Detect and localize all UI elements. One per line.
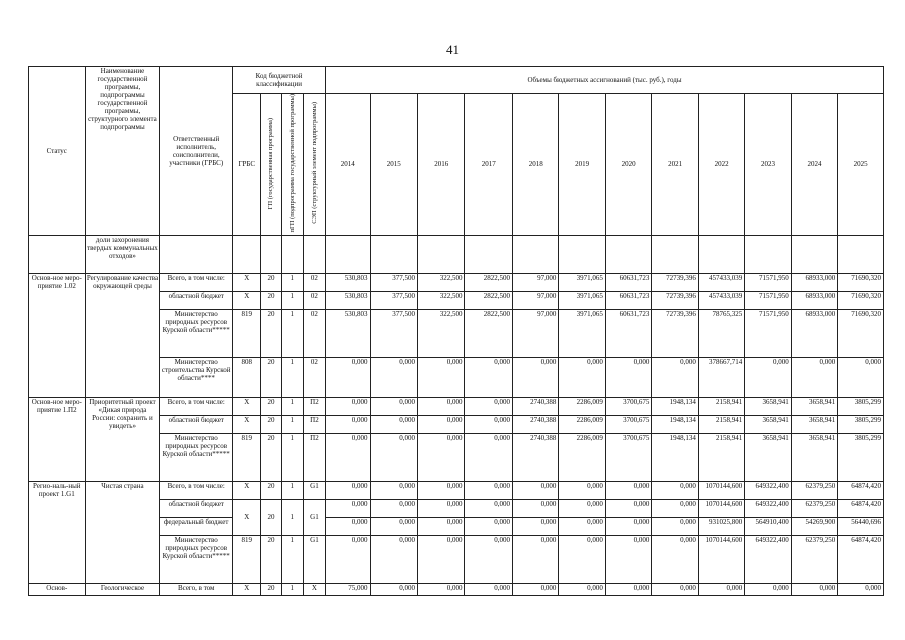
cell-value: 0,000 (652, 583, 698, 595)
cell-value: 0,000 (605, 517, 651, 535)
cell-value: 0,000 (512, 535, 558, 583)
cell-value: 0,000 (652, 535, 698, 583)
cell-pgp: 1 (281, 357, 303, 397)
cell-value: 0,000 (370, 535, 417, 583)
cell-value: 2158,941 (698, 397, 744, 415)
cell-value: 377,500 (370, 309, 417, 357)
cell-value: 3700,675 (605, 433, 651, 481)
cell-value: 0,000 (326, 517, 370, 535)
cell-pgp: 1 (281, 291, 303, 309)
cell-pgp: 1 (281, 499, 303, 535)
cell-grbs: X (233, 415, 261, 433)
cell-responsible: областной бюджет (160, 499, 233, 517)
cell-value (605, 235, 651, 273)
cell-value: 0,000 (512, 499, 558, 517)
cell-value: 3971,065 (559, 291, 605, 309)
cell-value: 3658,941 (745, 397, 791, 415)
cell-value: 0,000 (465, 357, 512, 397)
cell-grbs: 819 (233, 535, 261, 583)
cell-value: 0,000 (465, 517, 512, 535)
cell-grbs: X (233, 583, 261, 595)
cell-name: доли захоронения твердых коммунальных отходов» (85, 235, 160, 273)
cell-value: 2822,500 (465, 291, 512, 309)
cell-value: 2740,388 (512, 433, 558, 481)
header-year: 2023 (745, 94, 791, 236)
cell-name: Геологическое (85, 583, 160, 595)
cell-value: 64874,420 (838, 499, 884, 517)
cell-value: 2822,500 (465, 309, 512, 357)
cell-value: 0,000 (652, 481, 698, 499)
cell-value: 378667,714 (698, 357, 744, 397)
cell-value: 72739,396 (652, 273, 698, 291)
header-year: 2014 (326, 94, 370, 236)
cell-value: 0,000 (512, 583, 558, 595)
table-row (29, 481, 884, 499)
cell-value: 0,000 (652, 357, 698, 397)
cell-value: 62379,250 (791, 535, 837, 583)
cell-gp: 20 (261, 291, 281, 309)
cell-value: 0,000 (370, 397, 417, 415)
cell-value: 0,000 (326, 415, 370, 433)
cell-value: 0,000 (465, 583, 512, 595)
cell-value: 60631,723 (605, 291, 651, 309)
cell-value: 564910,400 (745, 517, 791, 535)
cell-value: 0,000 (465, 397, 512, 415)
cell-value: 2158,941 (698, 415, 744, 433)
header-year: 2017 (465, 94, 512, 236)
cell-sep: П2 (303, 433, 325, 481)
cell-value (417, 235, 464, 273)
cell-value: 54269,900 (791, 517, 837, 535)
budget-table (28, 66, 884, 596)
cell-value: 322,500 (417, 291, 464, 309)
cell-value: 377,500 (370, 273, 417, 291)
cell-value: 71571,950 (745, 273, 791, 291)
cell-responsible: Всего, в том числе: (160, 481, 233, 499)
cell-value: 68933,000 (791, 309, 837, 357)
cell-gp: 20 (261, 273, 281, 291)
cell-value: 0,000 (417, 517, 464, 535)
cell-responsible: Министерство природных ресурсов Курской области***** (160, 309, 233, 357)
cell-value: 71690,320 (838, 291, 884, 309)
cell-value: 3805,299 (838, 433, 884, 481)
cell-value: 71690,320 (838, 309, 884, 357)
cell-value: 0,000 (838, 357, 884, 397)
header-code-group: Код бюджетной классификации (233, 67, 326, 94)
cell-gp: 20 (261, 415, 281, 433)
cell-value: 0,000 (326, 535, 370, 583)
cell-value: 0,000 (326, 499, 370, 517)
cell-value: 2822,500 (465, 273, 512, 291)
cell-value: 0,000 (465, 415, 512, 433)
cell-value: 0,000 (838, 583, 884, 595)
cell-value: 97,000 (512, 309, 558, 357)
cell-value: 71690,320 (838, 273, 884, 291)
cell-grbs: 819 (233, 309, 261, 357)
cell-value: 0,000 (326, 357, 370, 397)
cell-value: 1948,134 (652, 433, 698, 481)
cell-responsible: Министерство природных ресурсов Курской области***** (160, 433, 233, 481)
header-year: 2022 (698, 94, 744, 236)
cell-sep: G1 (303, 499, 325, 535)
cell-value: 649322,400 (745, 535, 791, 583)
cell-value (326, 235, 370, 273)
cell-value: 0,000 (370, 433, 417, 481)
cell-value: 72739,396 (652, 291, 698, 309)
cell-value: 2286,009 (559, 415, 605, 433)
header-gp (261, 94, 281, 236)
cell-grbs: 819 (233, 433, 261, 481)
cell-gp: 20 (261, 583, 281, 595)
cell-gp: 20 (261, 357, 281, 397)
cell-value: 3658,941 (745, 433, 791, 481)
cell-value: 0,000 (559, 499, 605, 517)
cell-value: 97,000 (512, 273, 558, 291)
cell-gp: 20 (261, 309, 281, 357)
header-pgp-label: пГП (подпрограмма государственной программы) (288, 94, 296, 233)
cell-value: 3971,065 (559, 273, 605, 291)
header-year: 2018 (512, 94, 558, 236)
cell-value: 530,803 (326, 309, 370, 357)
cell-value: 457433,039 (698, 291, 744, 309)
cell-status: Основ-ное меро-приятие 1.02 (29, 273, 86, 397)
cell-value (370, 235, 417, 273)
cell-value: 0,000 (559, 535, 605, 583)
header-status: Статус (29, 67, 86, 236)
cell-value: 3805,299 (838, 397, 884, 415)
cell-responsible: Министерство природных ресурсов Курской области***** (160, 535, 233, 583)
cell-responsible: областной бюджет (160, 291, 233, 309)
cell-grbs: 808 (233, 357, 261, 397)
cell-pgp: 1 (281, 415, 303, 433)
cell-value: 457433,039 (698, 273, 744, 291)
cell-value: 3658,941 (745, 415, 791, 433)
cell-pgp: 1 (281, 273, 303, 291)
cell-pgp: 1 (281, 397, 303, 415)
cell-grbs: X (233, 499, 261, 535)
cell-sep: G1 (303, 481, 325, 499)
cell-value: 0,000 (370, 481, 417, 499)
cell-value: 72739,396 (652, 309, 698, 357)
cell-value (698, 235, 744, 273)
cell-value: 1948,134 (652, 397, 698, 415)
cell-pgp: 1 (281, 433, 303, 481)
cell-value: 322,500 (417, 309, 464, 357)
cell-name: Регулирование качества окружающей среды (85, 273, 160, 397)
cell-value: 3658,941 (791, 433, 837, 481)
cell-status (29, 235, 86, 273)
cell-value: 0,000 (326, 397, 370, 415)
cell-value: 2158,941 (698, 433, 744, 481)
cell-value: 56440,696 (838, 517, 884, 535)
cell-value: 0,000 (370, 583, 417, 595)
cell-value: 0,000 (417, 535, 464, 583)
cell-gp: 20 (261, 499, 281, 535)
cell-value: 71571,950 (745, 309, 791, 357)
header-year: 2025 (838, 94, 884, 236)
cell-value (512, 235, 558, 273)
cell-value: 0,000 (605, 481, 651, 499)
cell-value: 60631,723 (605, 273, 651, 291)
cell-pgp: 1 (281, 481, 303, 499)
cell-name: Приоритетный проект «Дикая природа России: сохранить и увидеть» (85, 397, 160, 481)
cell-value: 64874,420 (838, 481, 884, 499)
cell-grbs: X (233, 291, 261, 309)
cell-value: 2740,388 (512, 415, 558, 433)
cell-value: 322,500 (417, 273, 464, 291)
cell-value: 3805,299 (838, 415, 884, 433)
cell-sep: X (303, 583, 325, 595)
cell-value: 0,000 (370, 517, 417, 535)
cell-value: 0,000 (417, 499, 464, 517)
cell-grbs: X (233, 397, 261, 415)
cell-sep: П2 (303, 397, 325, 415)
cell-value: 2286,009 (559, 397, 605, 415)
header-year: 2016 (417, 94, 464, 236)
cell-value: 0,000 (605, 499, 651, 517)
cell-value: 0,000 (745, 583, 791, 595)
cell-value: 0,000 (559, 517, 605, 535)
cell-value: 0,000 (652, 499, 698, 517)
cell-responsible: федеральный бюджет (160, 517, 233, 535)
table-row (29, 235, 884, 273)
cell-value: 62379,250 (791, 499, 837, 517)
cell-value: 0,000 (465, 535, 512, 583)
cell-value: 0,000 (652, 517, 698, 535)
cell-value: 60631,723 (605, 309, 651, 357)
cell-value: 0,000 (605, 583, 651, 595)
cell-value: 0,000 (465, 433, 512, 481)
cell-value: 2286,009 (559, 433, 605, 481)
cell-value: 0,000 (417, 415, 464, 433)
cell-value: 71571,950 (745, 291, 791, 309)
cell-value: 0,000 (417, 397, 464, 415)
cell-value: 0,000 (417, 357, 464, 397)
cell-sep: П2 (303, 415, 325, 433)
cell-value: 0,000 (605, 357, 651, 397)
cell-value: 0,000 (370, 499, 417, 517)
cell-sep: 02 (303, 273, 325, 291)
cell-value: 2740,388 (512, 397, 558, 415)
cell-grbs: X (233, 273, 261, 291)
cell-pgp: 1 (281, 583, 303, 595)
cell-value: 0,000 (559, 481, 605, 499)
cell-value: 3658,941 (791, 397, 837, 415)
cell-value: 0,000 (326, 481, 370, 499)
cell-grbs: X (233, 481, 261, 499)
cell-value: 3700,675 (605, 397, 651, 415)
cell-responsible: Всего, в том (160, 583, 233, 595)
header-sep-label: СЭП (структурный элемент подпрограммы) (310, 102, 318, 225)
cell-status: Основ- (29, 583, 86, 595)
cell-value: 377,500 (370, 291, 417, 309)
cell-responsible: областной бюджет (160, 415, 233, 433)
cell-value: 0,000 (512, 357, 558, 397)
cell-value (838, 235, 884, 273)
cell-value: 530,803 (326, 291, 370, 309)
cell-gp (261, 235, 281, 273)
cell-pgp: 1 (281, 309, 303, 357)
header-year: 2015 (370, 94, 417, 236)
header-year: 2021 (652, 94, 698, 236)
cell-value: 3658,941 (791, 415, 837, 433)
cell-value: 0,000 (791, 357, 837, 397)
header-pgp (281, 94, 303, 236)
cell-value: 0,000 (417, 481, 464, 499)
cell-responsible: Всего, в том числе: (160, 397, 233, 415)
cell-value: 0,000 (791, 583, 837, 595)
cell-value: 0,000 (698, 583, 744, 595)
cell-value: 0,000 (465, 481, 512, 499)
cell-value: 75,000 (326, 583, 370, 595)
cell-value: 68933,000 (791, 273, 837, 291)
cell-value: 0,000 (512, 517, 558, 535)
header-gp-label: ГП (государственная программа) (267, 117, 275, 209)
table-row (29, 583, 884, 595)
cell-value: 0,000 (326, 433, 370, 481)
cell-value: 0,000 (559, 583, 605, 595)
cell-responsible: Министерство строительства Курской области**** (160, 357, 233, 397)
cell-value: 0,000 (559, 357, 605, 397)
cell-status: Регио-наль-ный проект 1.G1 (29, 481, 86, 583)
cell-gp: 20 (261, 481, 281, 499)
cell-value: 649322,400 (745, 481, 791, 499)
header-year: 2024 (791, 94, 837, 236)
cell-value: 62379,250 (791, 481, 837, 499)
cell-responsible: Всего, в том числе: (160, 273, 233, 291)
cell-gp: 20 (261, 535, 281, 583)
cell-value: 97,000 (512, 291, 558, 309)
cell-value: 931025,800 (698, 517, 744, 535)
cell-grbs (233, 235, 261, 273)
cell-value (559, 235, 605, 273)
cell-value: 3971,065 (559, 309, 605, 357)
cell-value: 78765,325 (698, 309, 744, 357)
header-year: 2020 (605, 94, 651, 236)
cell-value: 649322,400 (745, 499, 791, 517)
page-number: 41 (446, 42, 459, 57)
header-sep (303, 94, 325, 236)
cell-pgp (281, 235, 303, 273)
header-grbs: ГРБС (233, 94, 261, 236)
cell-value: 0,000 (370, 415, 417, 433)
cell-value: 3700,675 (605, 415, 651, 433)
cell-sep: 02 (303, 291, 325, 309)
table-row (29, 273, 884, 291)
header-name: Наименование государственной программы, подпрограммы государственной программы, структурного элемента подпрограммы (85, 67, 160, 236)
cell-value: 1070144,600 (698, 535, 744, 583)
cell-gp: 20 (261, 433, 281, 481)
header-volumes-group: Объемы бюджетных ассигнований (тыс. руб.), годы (326, 67, 884, 94)
cell-value: 1070144,600 (698, 481, 744, 499)
header-responsible: Ответственный исполнитель, соисполнители, участники (ГРБС) (160, 67, 233, 236)
cell-status: Основ-ное меро-приятие 1.П2 (29, 397, 86, 481)
table-row (29, 397, 884, 415)
cell-sep: 02 (303, 357, 325, 397)
cell-value: 0,000 (512, 481, 558, 499)
cell-value (745, 235, 791, 273)
cell-value: 0,000 (465, 499, 512, 517)
header-year: 2019 (559, 94, 605, 236)
cell-value: 1070144,600 (698, 499, 744, 517)
cell-value (465, 235, 512, 273)
cell-value (652, 235, 698, 273)
cell-value (791, 235, 837, 273)
cell-value: 0,000 (417, 583, 464, 595)
cell-value: 64874,420 (838, 535, 884, 583)
cell-value: 0,000 (745, 357, 791, 397)
cell-value: 1948,134 (652, 415, 698, 433)
cell-pgp: 1 (281, 535, 303, 583)
cell-responsible (160, 235, 233, 273)
cell-sep (303, 235, 325, 273)
cell-value: 68933,000 (791, 291, 837, 309)
cell-sep: 02 (303, 309, 325, 357)
cell-value: 0,000 (417, 433, 464, 481)
cell-value: 0,000 (605, 535, 651, 583)
cell-sep: G1 (303, 535, 325, 583)
cell-value: 0,000 (370, 357, 417, 397)
cell-name: Чистая страна (85, 481, 160, 583)
cell-value: 530,803 (326, 273, 370, 291)
cell-gp: 20 (261, 397, 281, 415)
